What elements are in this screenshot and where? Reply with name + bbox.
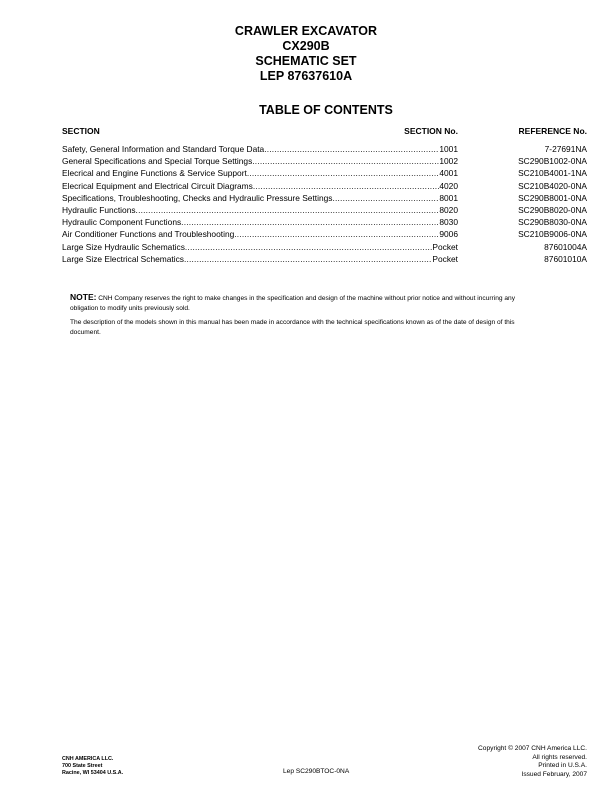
- toc-reference-no: SC210B4001-1NA: [518, 168, 587, 179]
- document-title-block: [0, 24, 612, 84]
- toc-entry-title: Hydraulic Component Functions: [62, 217, 182, 228]
- toc-leader-dots: [185, 241, 433, 253]
- toc-row[interactable]: [62, 241, 587, 253]
- toc-row[interactable]: [62, 216, 587, 228]
- title-line-machine: CRAWLER EXCAVATOR: [234, 24, 378, 38]
- issued-line: Issued February, 2007: [521, 770, 587, 778]
- toc-entry-title: Hydraulic Functions: [62, 204, 136, 215]
- printed-line: Printed in U.S.A.: [538, 762, 587, 769]
- toc-leader-dots: [332, 192, 439, 204]
- toc-reference-no: 87601004A: [544, 241, 587, 252]
- note-description: The description of the models shown in this manual has been made in accordance with the technical specifications known as of the date of design of this document.: [70, 319, 515, 336]
- company-name: CNH AMERICA LLC.: [62, 756, 114, 762]
- toc-section-no: 4001: [439, 168, 458, 179]
- toc-row[interactable]: [62, 143, 587, 155]
- toc-entry-title: Elecrical Equipment and Electrical Circuit Diagrams: [62, 180, 253, 191]
- toc-reference-no: SC290B8020-0NA: [518, 204, 587, 215]
- toc-row[interactable]: [62, 204, 587, 216]
- toc-leader-dots: [181, 216, 439, 228]
- toc-row[interactable]: [62, 228, 587, 240]
- toc-reference-no: SC210B4020-0NA: [518, 180, 587, 191]
- toc-reference-no: 87601010A: [544, 253, 587, 264]
- note-text: CNH Company reserves the right to make changes in the specification and design of the machine without prior notice and without incurring any obligation to modify units previously sold.: [70, 295, 516, 312]
- toc-leader-dots: [252, 155, 439, 167]
- toc-entry-title: General Specifications and Special Torque Settings: [62, 156, 253, 167]
- copyright-line: Copyright © 2007 CNH America LLC.: [478, 745, 587, 752]
- toc-reference-no: SC290B8030-0NA: [518, 217, 587, 228]
- title-line-lep: LEP 87637610A: [259, 69, 353, 83]
- note-paragraph: [70, 292, 540, 314]
- toc-entry-title: Large Size Hydraulic Schematics: [62, 241, 185, 252]
- toc-section-no: 1002: [439, 156, 458, 167]
- copyright-block: [478, 745, 587, 779]
- title-line-set: SCHEMATIC SET: [255, 54, 357, 68]
- toc-reference-no: 7-27691NA: [544, 144, 587, 154]
- toc-reference-no: SC290B8001-0NA: [518, 192, 587, 203]
- toc-section-no: 4020: [439, 180, 458, 191]
- toc-row[interactable]: [62, 155, 587, 167]
- toc-leader-dots: [264, 143, 439, 155]
- rights-line: All rights reserved.: [532, 753, 587, 761]
- toc-section-no: 9006: [439, 229, 458, 240]
- column-header-reference-no: REFERENCE No.: [518, 126, 587, 136]
- toc-entry-title: Large Size Electrical Schematics: [62, 253, 184, 264]
- title-line-model: CX290B: [282, 39, 330, 53]
- note-block: [70, 292, 540, 342]
- toc-entry-title: Specifications, Troubleshooting, Checks and Hydraulic Pressure Settings: [62, 192, 333, 203]
- toc-title: TABLE OF CONTENTS: [259, 103, 393, 117]
- document-id: Lep SC290BTOC-0NA: [283, 768, 350, 775]
- column-header-section-no: SECTION No.: [404, 126, 458, 136]
- toc-reference-no: SC290B1002-0NA: [518, 156, 587, 167]
- toc-leader-dots: [136, 204, 440, 216]
- toc-entry-title: Elecrical and Engine Functions & Service Support: [62, 168, 247, 179]
- note-label: NOTE:: [70, 292, 97, 302]
- toc-leader-dots: [247, 167, 440, 179]
- toc-row[interactable]: [62, 167, 587, 179]
- column-header-section: SECTION: [62, 126, 100, 136]
- toc-entry-title: Safety, General Information and Standard Torque Data: [62, 144, 265, 154]
- company-city: Racine, WI 53404 U.S.A.: [62, 770, 124, 776]
- company-street: 700 State Street: [62, 763, 103, 769]
- toc-section-no: 1001: [439, 144, 458, 154]
- toc-row[interactable]: [62, 192, 587, 204]
- toc-leader-dots: [253, 180, 440, 192]
- toc-reference-no: SC210B9006-0NA: [518, 229, 587, 240]
- toc-leader-dots: [234, 228, 439, 240]
- toc-entry-title: Air Conditioner Functions and Troubleshooting: [62, 229, 235, 240]
- toc-list: [62, 143, 587, 265]
- company-address: [62, 756, 123, 777]
- toc-section-no: 8030: [439, 217, 458, 228]
- toc-section-no: 8020: [439, 204, 458, 215]
- toc-section-no: Pocket: [432, 241, 458, 252]
- toc-row[interactable]: [62, 180, 587, 192]
- toc-leader-dots: [184, 253, 432, 265]
- toc-section-no: 8001: [439, 192, 458, 203]
- toc-section-no: Pocket: [432, 253, 458, 264]
- toc-row[interactable]: [62, 253, 587, 265]
